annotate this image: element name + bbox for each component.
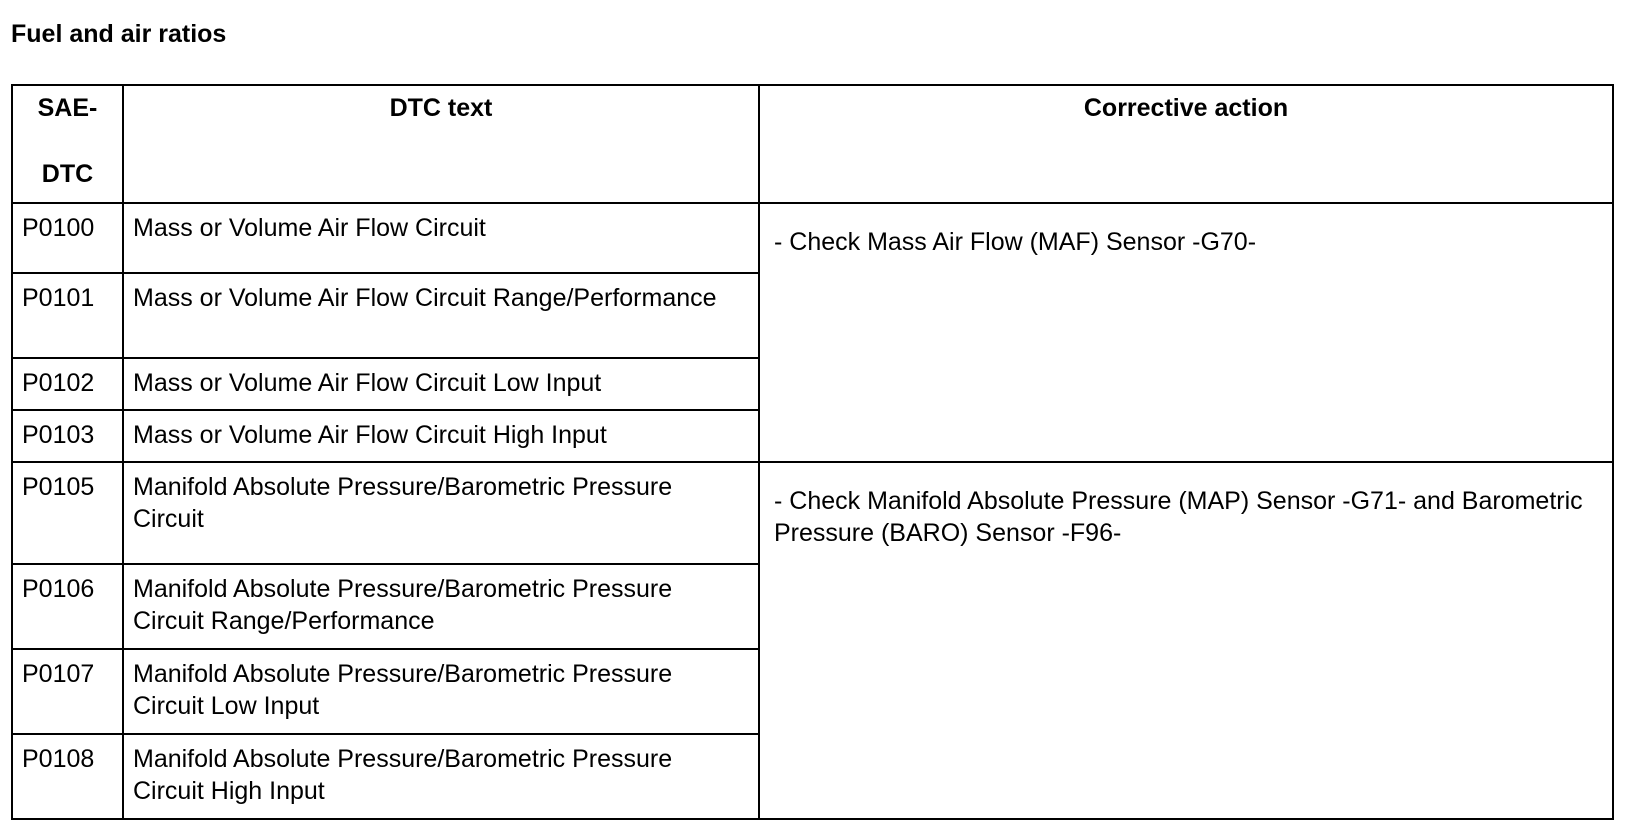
corrective-action-cell: - Check Manifold Absolute Pressure (MAP) Sensor -G71- and Barometric Pressure (BARO) Sensor -F96-: [759, 462, 1613, 819]
dtc-code-cell: P0107: [12, 649, 123, 734]
dtc-code-cell: P0105: [12, 462, 123, 564]
column-header-corrective-action: Corrective action: [759, 85, 1613, 203]
dtc-code-cell: P0102: [12, 358, 123, 410]
page-title: Fuel and air ratios: [11, 20, 227, 48]
dtc-text-cell: Manifold Absolute Pressure/Barometric Pressure Circuit High Input: [123, 734, 759, 819]
dtc-code-cell: P0106: [12, 564, 123, 649]
dtc-text-cell: Manifold Absolute Pressure/Barometric Pressure Circuit: [123, 462, 759, 564]
dtc-text-cell: Manifold Absolute Pressure/Barometric Pressure Circuit Low Input: [123, 649, 759, 734]
column-header-dtc-text: DTC text: [123, 85, 759, 203]
dtc-text-cell: Mass or Volume Air Flow Circuit Low Input: [123, 358, 759, 410]
column-header-sae-dtc: [12, 85, 123, 203]
dtc-text-cell: Mass or Volume Air Flow Circuit Range/Performance: [123, 273, 759, 358]
dtc-code-cell: P0108: [12, 734, 123, 819]
dtc-table: [11, 84, 1614, 820]
table-row: [12, 203, 1613, 273]
table-header-row: [12, 85, 1613, 203]
dtc-text-cell: Mass or Volume Air Flow Circuit High Input: [123, 410, 759, 462]
column-header-sae-line2: DTC: [41, 160, 94, 188]
column-header-sae-line1: SAE-: [37, 94, 98, 122]
dtc-code-cell: P0100: [12, 203, 123, 273]
dtc-code-cell: P0101: [12, 273, 123, 358]
corrective-action-cell: - Check Mass Air Flow (MAF) Sensor -G70-: [759, 203, 1613, 462]
dtc-text-cell: Mass or Volume Air Flow Circuit: [123, 203, 759, 273]
table-row: [12, 462, 1613, 564]
dtc-code-cell: P0103: [12, 410, 123, 462]
dtc-text-cell: Manifold Absolute Pressure/Barometric Pressure Circuit Range/Performance: [123, 564, 759, 649]
